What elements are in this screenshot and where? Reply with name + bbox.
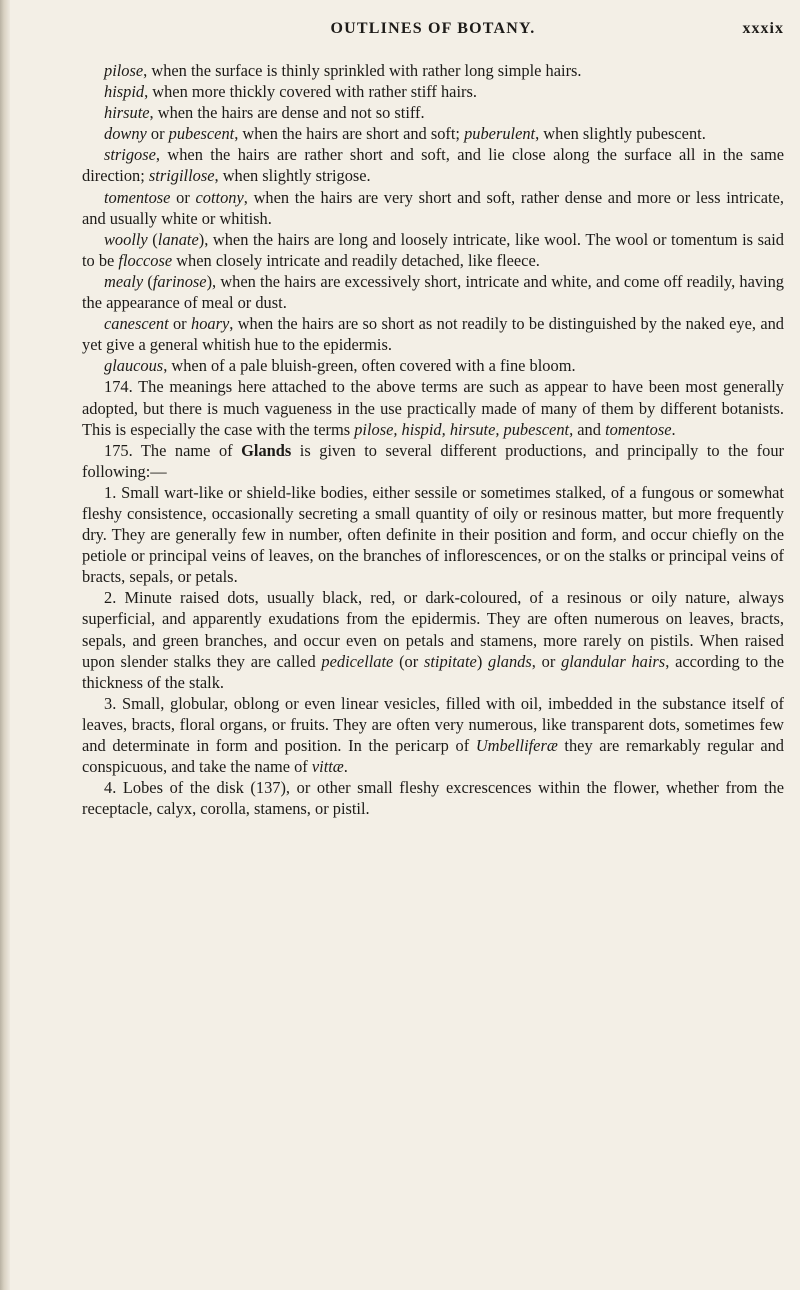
page-binding-edge	[0, 0, 10, 1290]
italic-term: mealy	[104, 271, 144, 291]
paragraph-text: 3. Small, globular, oblong or even linear vesicles, filled with oil, imbedded in the substance itself of leaves, bracts, floral organs, or fruits. They are often very numerous, like transparent dots, sometimes few and determinate in form and position. In the pericarp of	[82, 693, 784, 755]
italic-term: vittæ	[311, 757, 344, 777]
italic-term: pedicellate	[321, 651, 394, 671]
paragraph-woolly	[82, 229, 784, 271]
paragraph-hirsute	[82, 102, 784, 123]
italic-term: floccose	[118, 250, 173, 270]
bold-term: Glands	[241, 440, 292, 460]
page-body	[82, 60, 784, 819]
paragraph-text: when closely intricate and readily detached, like fleece.	[172, 250, 540, 270]
paragraph-text: , when of a pale bluish-green, often covered with a fine bloom.	[163, 356, 576, 376]
paragraph-text: 2. Minute raised dots, usually black, red, or dark-coloured, of a resinous or oily nature, always superficial, and apparently exudations from the epidermis. They are often numerous on leaves, bracts, sepals, and green branches, and occur even on petals and stamens, more rarely on pistils. When raised upon slender stalks they are called	[82, 588, 784, 671]
paragraph-text: or	[168, 314, 191, 334]
paragraph-canescent	[82, 313, 784, 355]
italic-term: puberulent	[464, 124, 536, 144]
paragraph-gland-2	[82, 587, 784, 692]
paragraph-text: (	[147, 229, 158, 249]
italic-term: tomentose	[605, 419, 672, 439]
italic-term: strigillose	[148, 166, 215, 186]
italic-term: cottony	[195, 187, 244, 207]
paragraph-text: , when the hairs are dense and not so stiff.	[149, 103, 425, 123]
paragraph-text: .	[671, 419, 676, 439]
paragraph-text: ), when the hairs are long and loosely intricate, like wool. The wool or tomentum is said to be	[82, 229, 784, 270]
paragraph-text: 174. The meanings here attached to the above terms are such as appear to have been most generally adopted, but there is much vagueness in the use practically made of many of them by different botanists. This is especially the case with the terms	[82, 377, 784, 439]
paragraph-text: , when the hairs are so short as not readily to be distinguished by the naked eye, and yet give a general whitish hue to the epidermis.	[82, 314, 784, 355]
paragraph-tomentose	[82, 187, 784, 229]
page-number: xxxix	[742, 20, 784, 37]
italic-term: tomentose	[104, 187, 171, 207]
paragraph-pilose	[82, 60, 784, 81]
paragraph-text: is given to several different productions, and principally to the four following:—	[82, 440, 784, 481]
paragraph-text: .	[343, 757, 348, 777]
paragraph-downy	[82, 123, 784, 144]
page-header	[82, 6, 784, 42]
italic-term: woolly	[104, 229, 148, 249]
italic-term: pilose, hispid, hirsute, pubescent,	[354, 419, 574, 439]
paragraph-text: , when the hairs are very short and soft, rather dense and more or less intricate, and usually white or whitish.	[82, 187, 784, 228]
paragraph-gland-4	[82, 777, 784, 819]
paragraph-text: , when more thickly covered with rather stiff hairs.	[144, 82, 477, 102]
paragraph-text: or	[170, 187, 196, 207]
paragraph-text: (or	[393, 651, 424, 671]
paragraph-text: , or	[531, 651, 562, 671]
paragraph-hispid	[82, 81, 784, 102]
italic-term: canescent	[104, 314, 169, 334]
paragraph-glaucous	[82, 355, 784, 376]
paragraph-para-175	[82, 440, 784, 482]
paragraph-text: , when slightly strigose.	[214, 166, 371, 186]
paragraph-text: , according to the thickness of the stalk.	[82, 651, 784, 692]
italic-term: farinose	[152, 271, 207, 291]
italic-term: hoary	[191, 314, 230, 334]
italic-term: hispid	[104, 82, 145, 102]
italic-term: hirsute	[104, 103, 150, 123]
paragraph-text: , when slightly pubescent.	[535, 124, 706, 144]
paragraph-text: 1. Small wart-like or shield-like bodies, either sessile or sometimes stalked, of a fungous or somewhat fleshy consistence, occasionally secreting a small quantity of oily or resinous matter, but more frequently dry. They are generally few in number, often definite in their position and form, and occur chiefly on the petiole or principal veins of leaves, on the branches of inflorescences, or on the stalks or principal veins of bracts, sepals, or petals.	[82, 482, 784, 587]
italic-term: glands	[488, 651, 532, 671]
paragraph-text: they are remarkably regular and conspicuous, and take the name of	[82, 736, 784, 777]
italic-term: glandular hairs	[561, 651, 666, 671]
book-page	[82, 6, 784, 819]
paragraph-text: , when the surface is thinly sprinkled with rather long simple hairs.	[143, 61, 582, 80]
italic-term: pilose	[104, 61, 144, 80]
paragraph-text: and	[573, 419, 606, 439]
paragraph-text: (	[143, 271, 153, 291]
paragraph-gland-3	[82, 693, 784, 777]
paragraph-text: or	[146, 124, 169, 144]
paragraph-text: 4. Lobes of the disk (137), or other small fleshy excrescences within the flower, whether from the receptacle, calyx, corolla, stamens, or pistil.	[82, 778, 784, 819]
italic-term: strigose	[104, 145, 156, 165]
italic-term: stipitate	[423, 651, 477, 671]
italic-term: lanate	[157, 229, 199, 249]
paragraph-text: )	[476, 651, 489, 671]
italic-term: pubescent	[168, 124, 235, 144]
paragraph-strigose	[82, 144, 784, 186]
paragraph-text: ), when the hairs are excessively short, intricate and white, and come off readily, having the appearance of meal or dust.	[82, 271, 784, 313]
paragraph-para-174	[82, 376, 784, 439]
running-head: OUTLINES OF BOTANY.	[330, 20, 536, 37]
paragraph-text: , when the hairs are short and soft;	[234, 124, 465, 144]
paragraph-text: , when the hairs are rather short and soft, and lie close along the surface all in the same direction;	[82, 145, 784, 186]
italic-term: downy	[104, 124, 147, 144]
paragraph-text: 175. The name of	[104, 440, 242, 460]
paragraph-mealy	[82, 271, 784, 313]
paragraph-gland-1	[82, 482, 784, 587]
italic-term: glaucous	[104, 356, 164, 376]
italic-term: Umbelliferæ	[475, 736, 558, 755]
